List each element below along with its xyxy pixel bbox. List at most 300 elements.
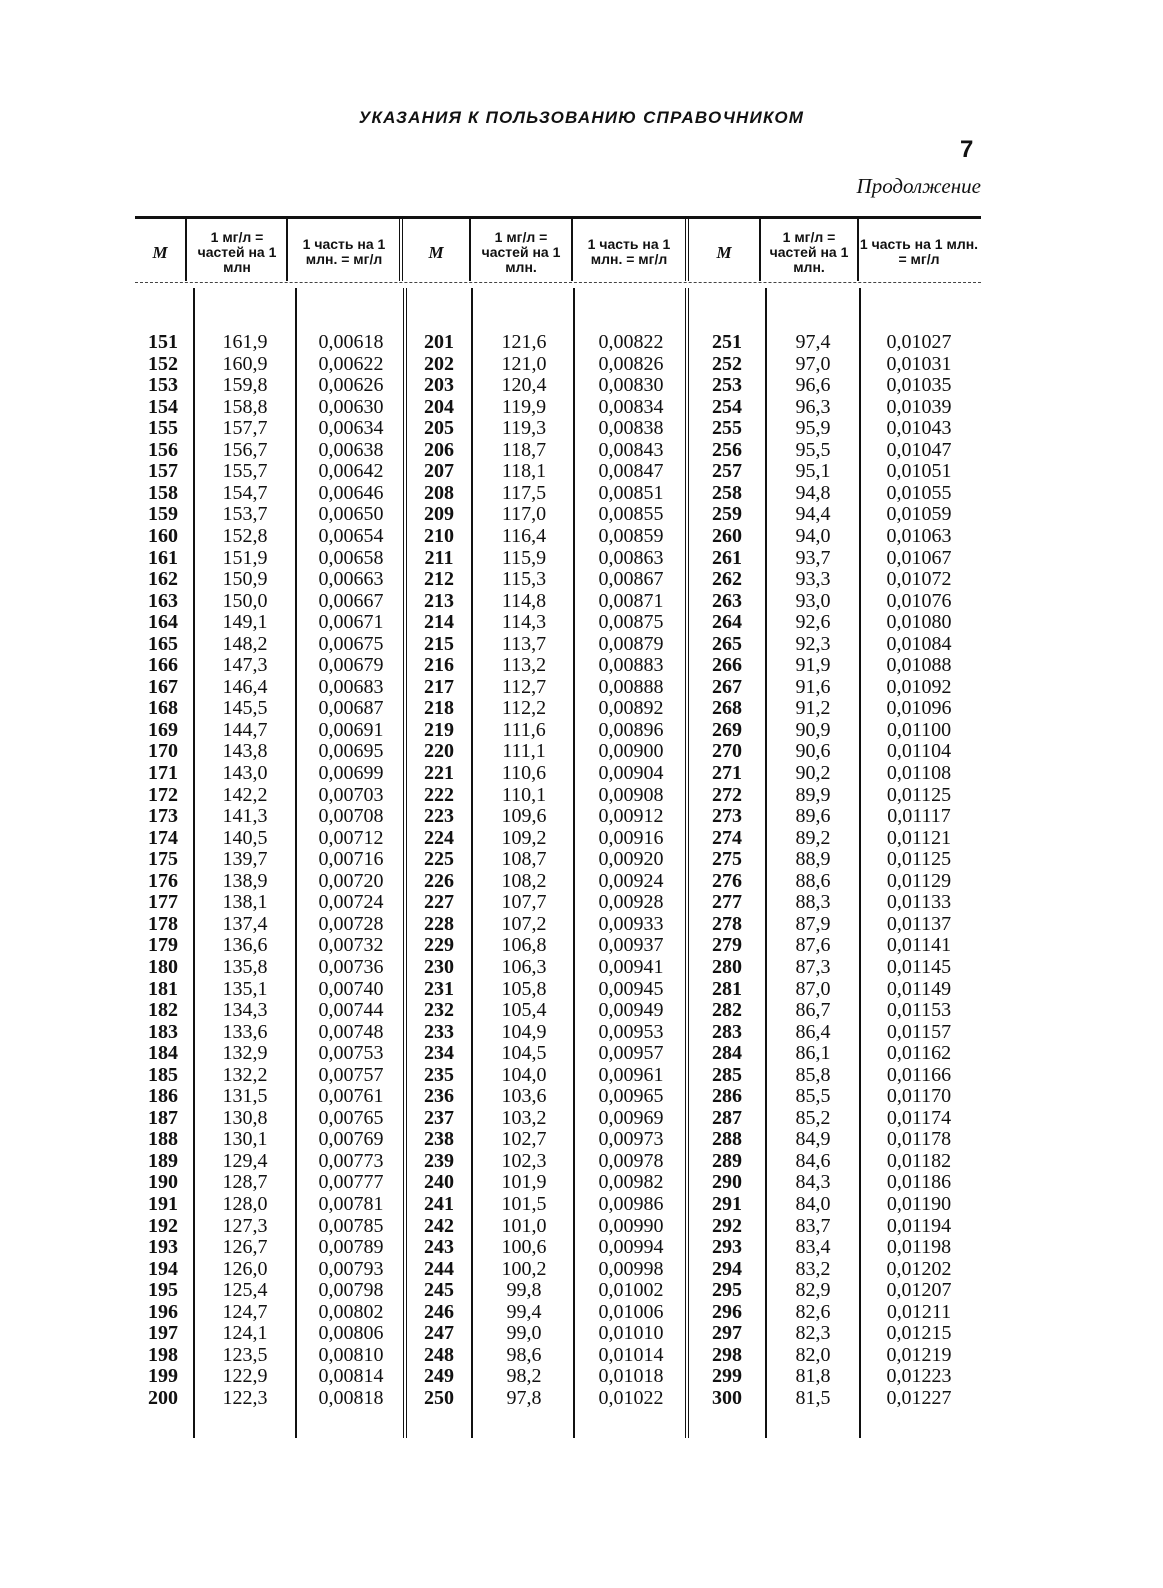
table-row <box>135 504 981 525</box>
cell-part-per-million: 0,00933 <box>598 912 664 935</box>
cell-part-per-million: 0,01190 <box>886 1193 952 1215</box>
cell-m: 299 <box>712 1365 742 1388</box>
cell-m: 167 <box>148 675 178 698</box>
conversion-table <box>135 216 981 1440</box>
cell-mg-per-l: 159,8 <box>222 374 268 397</box>
cell-m: 284 <box>712 1042 742 1065</box>
cell-m: 235 <box>424 1063 454 1086</box>
page-number: 7 <box>960 136 974 163</box>
cell-m: 266 <box>712 654 742 677</box>
cell-mg-per-l: 161,9 <box>222 331 268 353</box>
cell-mg-per-l: 82,0 <box>795 1343 831 1366</box>
cell-part-per-million: 0,01170 <box>886 1085 952 1108</box>
cell-mg-per-l: 119,3 <box>501 417 547 440</box>
cell-mg-per-l: 90,9 <box>795 718 831 741</box>
cell-mg-per-l: 109,2 <box>501 826 547 849</box>
cell-mg-per-l: 104,5 <box>501 1042 547 1065</box>
table-row <box>135 461 981 482</box>
cell-part-per-million: 0,01162 <box>886 1042 952 1065</box>
cell-part-per-million: 0,01149 <box>886 977 952 1000</box>
cell-mg-per-l: 128,7 <box>222 1171 268 1194</box>
cell-m: 177 <box>148 891 178 914</box>
cell-mg-per-l: 134,3 <box>222 999 268 1022</box>
table-row <box>135 806 981 827</box>
cell-part-per-million: 0,00867 <box>598 568 664 591</box>
cell-m: 252 <box>712 352 742 375</box>
cell-part-per-million: 0,00679 <box>318 654 384 677</box>
cell-mg-per-l: 117,5 <box>501 481 547 504</box>
cell-mg-per-l: 158,8 <box>222 395 268 418</box>
cell-part-per-million: 0,00961 <box>598 1063 664 1086</box>
table-row <box>135 375 981 396</box>
cell-m: 192 <box>148 1214 178 1237</box>
cell-m: 184 <box>148 1042 178 1065</box>
table-row <box>135 1366 981 1387</box>
cell-m: 197 <box>148 1322 178 1345</box>
cell-part-per-million: 0,01002 <box>598 1279 664 1302</box>
cell-part-per-million: 0,01174 <box>886 1106 952 1129</box>
cell-m: 250 <box>424 1386 454 1409</box>
header-part-per-million-3: 1 часть на 1 млн. = мг/л <box>859 236 979 267</box>
table-row <box>135 483 981 504</box>
cell-m: 224 <box>424 826 454 849</box>
cell-part-per-million: 0,01031 <box>886 352 952 375</box>
cell-m: 174 <box>148 826 178 849</box>
table-row <box>135 1216 981 1237</box>
cell-part-per-million: 0,00650 <box>318 503 384 526</box>
cell-m: 207 <box>424 460 454 483</box>
cell-m: 230 <box>424 955 454 978</box>
cell-m: 279 <box>712 934 742 957</box>
cell-m: 274 <box>712 826 742 849</box>
cell-part-per-million: 0,00916 <box>598 826 664 849</box>
cell-m: 204 <box>424 395 454 418</box>
cell-mg-per-l: 83,2 <box>795 1257 831 1280</box>
cell-m: 166 <box>148 654 178 677</box>
cell-part-per-million: 0,00908 <box>598 783 664 806</box>
cell-part-per-million: 0,00716 <box>318 848 384 871</box>
cell-part-per-million: 0,00990 <box>598 1214 664 1237</box>
cell-mg-per-l: 91,2 <box>795 697 831 720</box>
cell-mg-per-l: 115,3 <box>501 568 547 591</box>
cell-m: 193 <box>148 1236 178 1259</box>
cell-mg-per-l: 143,8 <box>222 740 268 763</box>
cell-m: 200 <box>148 1386 178 1409</box>
cell-mg-per-l: 129,4 <box>222 1149 268 1172</box>
cell-m: 293 <box>712 1236 742 1259</box>
cell-part-per-million: 0,00806 <box>318 1322 384 1345</box>
cell-mg-per-l: 105,4 <box>501 999 547 1022</box>
cell-mg-per-l: 86,1 <box>795 1042 831 1065</box>
cell-part-per-million: 0,00691 <box>318 718 384 741</box>
cell-part-per-million: 0,00957 <box>598 1042 664 1065</box>
cell-m: 182 <box>148 999 178 1022</box>
cell-mg-per-l: 118,1 <box>501 460 547 483</box>
cell-part-per-million: 0,00626 <box>318 374 384 397</box>
cell-part-per-million: 0,01133 <box>886 891 952 914</box>
cell-mg-per-l: 150,0 <box>222 589 268 612</box>
cell-mg-per-l: 84,0 <box>795 1193 831 1215</box>
cell-mg-per-l: 111,6 <box>502 718 546 741</box>
table-row <box>135 1237 981 1258</box>
cell-m: 253 <box>712 374 742 397</box>
cell-m: 215 <box>424 632 454 655</box>
cell-part-per-million: 0,01117 <box>887 805 951 828</box>
cell-mg-per-l: 101,5 <box>501 1193 547 1215</box>
running-head: УКАЗАНИЯ К ПОЛЬЗОВАНИЮ СПРАВОЧНИКОМ <box>358 108 805 127</box>
cell-m: 154 <box>148 395 178 418</box>
cell-part-per-million: 0,01121 <box>886 826 952 849</box>
cell-mg-per-l: 151,9 <box>222 546 268 569</box>
cell-mg-per-l: 97,4 <box>795 331 831 353</box>
cell-part-per-million: 0,01035 <box>886 374 952 397</box>
cell-part-per-million: 0,01207 <box>886 1279 952 1302</box>
cell-mg-per-l: 123,5 <box>222 1343 268 1366</box>
table-row <box>135 655 981 676</box>
cell-mg-per-l: 101,0 <box>501 1214 547 1237</box>
cell-part-per-million: 0,00949 <box>598 999 664 1022</box>
cell-m: 186 <box>148 1085 178 1108</box>
cell-m: 226 <box>424 869 454 892</box>
cell-mg-per-l: 148,2 <box>222 632 268 655</box>
cell-part-per-million: 0,01215 <box>886 1322 952 1345</box>
cell-m: 198 <box>148 1343 178 1366</box>
cell-part-per-million: 0,00814 <box>318 1365 384 1388</box>
column-divider <box>857 219 859 281</box>
cell-m: 205 <box>424 417 454 440</box>
cell-mg-per-l: 94,8 <box>795 481 831 504</box>
cell-m: 245 <box>424 1279 454 1302</box>
table-row <box>135 1065 981 1086</box>
cell-part-per-million: 0,00769 <box>318 1128 384 1151</box>
cell-part-per-million: 0,00757 <box>318 1063 384 1086</box>
cell-m: 232 <box>424 999 454 1022</box>
cell-m: 176 <box>148 869 178 892</box>
cell-mg-per-l: 146,4 <box>222 675 268 698</box>
cell-mg-per-l: 117,0 <box>501 503 547 526</box>
cell-part-per-million: 0,00736 <box>318 955 384 978</box>
cell-mg-per-l: 96,3 <box>795 395 831 418</box>
cell-part-per-million: 0,00904 <box>598 762 664 784</box>
cell-m: 222 <box>424 783 454 806</box>
cell-mg-per-l: 130,1 <box>222 1128 268 1151</box>
column-divider <box>185 219 187 281</box>
cell-part-per-million: 0,01067 <box>886 546 952 569</box>
cell-part-per-million: 0,01047 <box>886 438 952 461</box>
cell-m: 210 <box>424 524 454 547</box>
cell-m: 159 <box>148 503 178 526</box>
cell-part-per-million: 0,00941 <box>598 955 664 978</box>
cell-mg-per-l: 107,7 <box>501 891 547 914</box>
cell-mg-per-l: 87,9 <box>795 912 831 935</box>
cell-part-per-million: 0,00671 <box>318 611 384 634</box>
cell-part-per-million: 0,00789 <box>318 1236 384 1259</box>
cell-mg-per-l: 84,3 <box>795 1171 831 1194</box>
cell-part-per-million: 0,01100 <box>886 718 952 741</box>
cell-part-per-million: 0,01145 <box>886 955 952 978</box>
cell-m: 194 <box>148 1257 178 1280</box>
cell-part-per-million: 0,01043 <box>886 417 952 440</box>
cell-m: 278 <box>712 912 742 935</box>
cell-m: 298 <box>712 1343 742 1366</box>
table-row <box>135 1172 981 1193</box>
cell-m: 233 <box>424 1020 454 1043</box>
cell-mg-per-l: 153,7 <box>222 503 268 526</box>
cell-mg-per-l: 99,0 <box>506 1322 542 1345</box>
cell-m: 269 <box>712 718 742 741</box>
table-row <box>135 698 981 719</box>
cell-m: 178 <box>148 912 178 935</box>
cell-mg-per-l: 121,0 <box>501 352 547 375</box>
cell-part-per-million: 0,00810 <box>318 1343 384 1366</box>
cell-m: 280 <box>712 955 742 978</box>
cell-m: 259 <box>712 503 742 526</box>
cell-mg-per-l: 143,0 <box>222 762 268 784</box>
table-row <box>135 634 981 655</box>
cell-mg-per-l: 141,3 <box>222 805 268 828</box>
cell-mg-per-l: 138,1 <box>222 891 268 914</box>
cell-mg-per-l: 82,9 <box>795 1279 831 1302</box>
cell-m: 220 <box>424 740 454 763</box>
column-divider <box>759 219 761 281</box>
table-row <box>135 440 981 461</box>
cell-m: 183 <box>148 1020 178 1043</box>
cell-mg-per-l: 137,4 <box>222 912 268 935</box>
cell-part-per-million: 0,00699 <box>318 762 384 784</box>
table-row <box>135 1129 981 1150</box>
cell-part-per-million: 0,00630 <box>318 395 384 418</box>
cell-part-per-million: 0,00748 <box>318 1020 384 1043</box>
cell-part-per-million: 0,00634 <box>318 417 384 440</box>
group-divider <box>685 219 689 281</box>
table-row <box>135 591 981 612</box>
cell-m: 155 <box>148 417 178 440</box>
table-row <box>135 1259 981 1280</box>
cell-m: 163 <box>148 589 178 612</box>
cell-part-per-million: 0,01076 <box>886 589 952 612</box>
cell-m: 175 <box>148 848 178 871</box>
cell-mg-per-l: 124,1 <box>222 1322 268 1345</box>
cell-m: 187 <box>148 1106 178 1129</box>
cell-part-per-million: 0,01137 <box>886 912 952 935</box>
cell-mg-per-l: 81,5 <box>795 1386 831 1409</box>
cell-m: 257 <box>712 460 742 483</box>
cell-mg-per-l: 81,8 <box>795 1365 831 1388</box>
cell-mg-per-l: 89,2 <box>795 826 831 849</box>
cell-m: 243 <box>424 1236 454 1259</box>
cell-m: 249 <box>424 1365 454 1388</box>
cell-part-per-million: 0,00720 <box>318 869 384 892</box>
cell-m: 157 <box>148 460 178 483</box>
cell-part-per-million: 0,01059 <box>886 503 952 526</box>
cell-m: 254 <box>712 395 742 418</box>
cell-part-per-million: 0,00982 <box>598 1171 664 1194</box>
cell-mg-per-l: 107,2 <box>501 912 547 935</box>
cell-part-per-million: 0,00998 <box>598 1257 664 1280</box>
cell-m: 241 <box>424 1193 454 1215</box>
cell-mg-per-l: 125,4 <box>222 1279 268 1302</box>
cell-mg-per-l: 98,6 <box>506 1343 542 1366</box>
cell-part-per-million: 0,01186 <box>886 1171 952 1194</box>
cell-mg-per-l: 112,7 <box>501 675 547 698</box>
cell-m: 216 <box>424 654 454 677</box>
cell-m: 295 <box>712 1279 742 1302</box>
table-row <box>135 957 981 978</box>
cell-m: 281 <box>712 977 742 1000</box>
cell-mg-per-l: 160,9 <box>222 352 268 375</box>
table-row <box>135 720 981 741</box>
cell-m: 199 <box>148 1365 178 1388</box>
cell-m: 158 <box>148 481 178 504</box>
cell-part-per-million: 0,01027 <box>886 331 952 353</box>
cell-part-per-million: 0,00781 <box>318 1193 384 1215</box>
table-row <box>135 397 981 418</box>
cell-part-per-million: 0,00708 <box>318 805 384 828</box>
cell-part-per-million: 0,00642 <box>318 460 384 483</box>
cell-mg-per-l: 150,9 <box>222 568 268 591</box>
continuation-label: Продолжение <box>856 174 981 198</box>
cell-part-per-million: 0,00658 <box>318 546 384 569</box>
cell-part-per-million: 0,00777 <box>318 1171 384 1194</box>
cell-m: 195 <box>148 1279 178 1302</box>
cell-mg-per-l: 84,6 <box>795 1149 831 1172</box>
cell-mg-per-l: 147,3 <box>222 654 268 677</box>
cell-part-per-million: 0,00855 <box>598 503 664 526</box>
table-row <box>135 1151 981 1172</box>
cell-m: 179 <box>148 934 178 957</box>
cell-mg-per-l: 97,8 <box>506 1386 542 1409</box>
cell-mg-per-l: 101,9 <box>501 1171 547 1194</box>
cell-m: 214 <box>424 611 454 634</box>
table-row <box>135 1000 981 1021</box>
cell-part-per-million: 0,00851 <box>598 481 664 504</box>
cell-part-per-million: 0,00883 <box>598 654 664 677</box>
cell-part-per-million: 0,00724 <box>318 891 384 914</box>
table-row <box>135 677 981 698</box>
cell-m: 277 <box>712 891 742 914</box>
cell-mg-per-l: 88,6 <box>795 869 831 892</box>
cell-m: 206 <box>424 438 454 461</box>
cell-part-per-million: 0,01108 <box>886 762 952 784</box>
cell-part-per-million: 0,00892 <box>598 697 664 720</box>
cell-mg-per-l: 142,2 <box>222 783 268 806</box>
cell-m: 172 <box>148 783 178 806</box>
cell-mg-per-l: 108,7 <box>501 848 547 871</box>
cell-part-per-million: 0,00838 <box>598 417 664 440</box>
cell-part-per-million: 0,00765 <box>318 1106 384 1129</box>
cell-m: 221 <box>424 762 454 784</box>
table-row <box>135 612 981 633</box>
cell-part-per-million: 0,01080 <box>886 611 952 634</box>
cell-part-per-million: 0,00675 <box>318 632 384 655</box>
cell-m: 275 <box>712 848 742 871</box>
cell-part-per-million: 0,00646 <box>318 481 384 504</box>
cell-part-per-million: 0,01125 <box>886 783 952 806</box>
cell-part-per-million: 0,01166 <box>886 1063 952 1086</box>
cell-part-per-million: 0,01202 <box>886 1257 952 1280</box>
cell-mg-per-l: 135,8 <box>222 955 268 978</box>
cell-mg-per-l: 93,0 <box>795 589 831 612</box>
cell-mg-per-l: 149,1 <box>222 611 268 634</box>
cell-mg-per-l: 85,8 <box>795 1063 831 1086</box>
cell-mg-per-l: 120,4 <box>501 374 547 397</box>
cell-m: 203 <box>424 374 454 397</box>
column-divider <box>571 219 573 281</box>
cell-part-per-million: 0,00888 <box>598 675 664 698</box>
cell-part-per-million: 0,00638 <box>318 438 384 461</box>
cell-part-per-million: 0,00785 <box>318 1214 384 1237</box>
cell-m: 234 <box>424 1042 454 1065</box>
cell-mg-per-l: 97,0 <box>795 352 831 375</box>
cell-mg-per-l: 106,8 <box>501 934 547 957</box>
cell-part-per-million: 0,01006 <box>598 1300 664 1323</box>
cell-m: 165 <box>148 632 178 655</box>
cell-mg-per-l: 87,0 <box>795 977 831 1000</box>
cell-part-per-million: 0,01088 <box>886 654 952 677</box>
cell-m: 160 <box>148 524 178 547</box>
cell-m: 189 <box>148 1149 178 1172</box>
table-row <box>135 1194 981 1215</box>
cell-m: 209 <box>424 503 454 526</box>
cell-part-per-million: 0,01096 <box>886 697 952 720</box>
cell-m: 261 <box>712 546 742 569</box>
cell-part-per-million: 0,00969 <box>598 1106 664 1129</box>
cell-m: 246 <box>424 1300 454 1323</box>
cell-mg-per-l: 144,7 <box>222 718 268 741</box>
cell-mg-per-l: 126,0 <box>222 1257 268 1280</box>
cell-mg-per-l: 132,2 <box>222 1063 268 1086</box>
cell-m: 238 <box>424 1128 454 1151</box>
cell-m: 287 <box>712 1106 742 1129</box>
cell-m: 255 <box>712 417 742 440</box>
cell-mg-per-l: 156,7 <box>222 438 268 461</box>
cell-m: 153 <box>148 374 178 397</box>
cell-m: 181 <box>148 977 178 1000</box>
cell-mg-per-l: 113,2 <box>501 654 547 677</box>
header-mg-per-l-3: 1 мг/л = частей на 1 млн. <box>769 228 849 275</box>
cell-m: 264 <box>712 611 742 634</box>
cell-part-per-million: 0,01104 <box>886 740 952 763</box>
cell-mg-per-l: 112,2 <box>501 697 547 720</box>
cell-part-per-million: 0,00978 <box>598 1149 664 1172</box>
cell-m: 251 <box>712 331 742 353</box>
table-row <box>135 763 981 784</box>
cell-m: 228 <box>424 912 454 935</box>
cell-m: 240 <box>424 1171 454 1194</box>
table-row <box>135 1108 981 1129</box>
cell-mg-per-l: 121,6 <box>501 331 547 353</box>
cell-mg-per-l: 108,2 <box>501 869 547 892</box>
cell-m: 202 <box>424 352 454 375</box>
cell-part-per-million: 0,00802 <box>318 1300 384 1323</box>
header-separator <box>135 282 981 283</box>
cell-part-per-million: 0,01092 <box>886 675 952 698</box>
header-m-1: М <box>152 242 168 262</box>
cell-mg-per-l: 113,7 <box>501 632 547 655</box>
header-mg-per-l-1: 1 мг/л = частей на 1 млн <box>197 228 277 275</box>
cell-part-per-million: 0,01194 <box>886 1214 952 1237</box>
cell-m: 283 <box>712 1020 742 1043</box>
cell-part-per-million: 0,00663 <box>318 568 384 591</box>
cell-part-per-million: 0,01223 <box>886 1365 952 1388</box>
header-m-3: М <box>716 242 732 262</box>
cell-part-per-million: 0,00740 <box>318 977 384 1000</box>
cell-m: 236 <box>424 1085 454 1108</box>
cell-m: 262 <box>712 568 742 591</box>
cell-part-per-million: 0,00732 <box>318 934 384 957</box>
cell-part-per-million: 0,00622 <box>318 352 384 375</box>
cell-m: 218 <box>424 697 454 720</box>
